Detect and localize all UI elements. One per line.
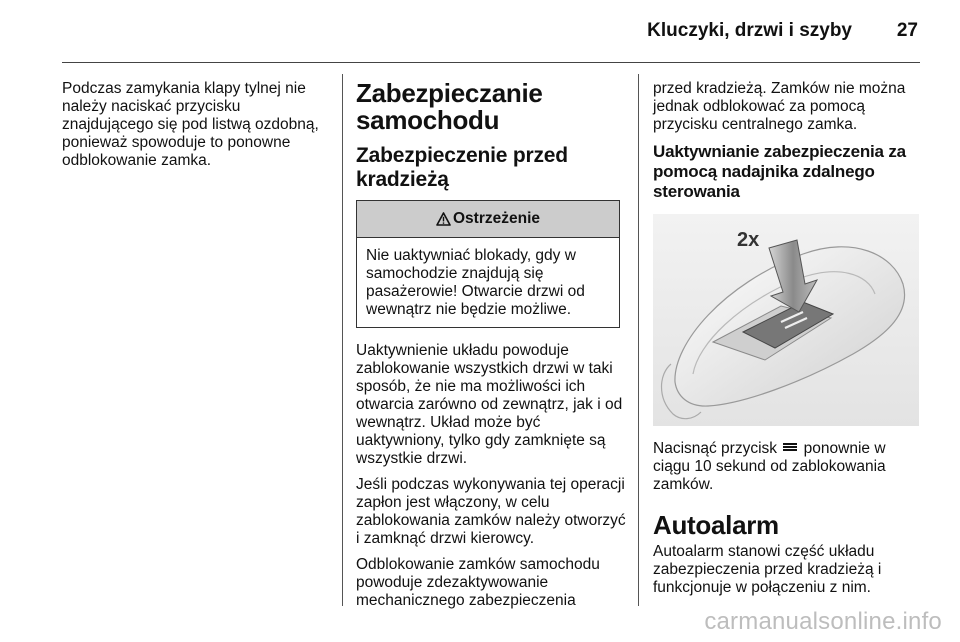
column-1 (62, 80, 330, 178)
paragraph-autoalarm: Autoalarm stanowi część układu zabezpieczenia przed kradzieżą i funkcjonuje w połączeniu z nim. (653, 543, 882, 596)
column-3 (653, 80, 921, 605)
header-rule (62, 62, 920, 63)
paragraph-tailgate-note: Podczas zamykania klapy tylnej nie należy naciskać przycisku znajdującego się pod listwą ozdobną, ponieważ spowoduje to ponowne odblokowanie zamka. (62, 80, 319, 169)
warning-text: Nie uaktywniać blokady, gdy w samochodzie znajdują się pasażerowie! Otwarcie drzwi od wewnątrz nie będzie możliwe. (366, 247, 585, 318)
warning-triangle-icon (436, 212, 451, 226)
paragraph-continuation: przed kradzieżą. Zamków nie można jednak odblokować za pomocą przycisku centralnego zamka. (653, 80, 906, 133)
press-instruction-end: ponownie w ciągu 10 sekund od zablokowania zamków. (653, 440, 886, 493)
paragraph-activation: Uaktywnienie układu powoduje zablokowanie wszystkich drzwi w taki sposób, że nie ma możliwości ich otwarcia zarówno od zewnątrz, jak i od wewnątrz. Układ może być uaktywniony, tylko gdy zamknięte są wszystkie drzwi. (356, 342, 623, 467)
press-count-label: 2x (737, 229, 760, 251)
section-heading: Zabezpieczanie samochodu (356, 78, 543, 135)
lock-button-icon (783, 443, 797, 451)
watermark: carmanualsonline.info (704, 608, 942, 635)
paragraph-unlock: Odblokowanie zamków samochodu powoduje zdezaktywowanie mechanicznego zabezpieczenia (356, 556, 600, 609)
subsection-heading: Zabezpieczenie przed kradzieżą (356, 144, 568, 191)
column-divider-1 (342, 74, 343, 606)
remote-key-illustration (653, 214, 919, 426)
page-number: 27 (896, 20, 918, 41)
paragraph-press-again (653, 440, 921, 494)
column-divider-2 (638, 74, 639, 606)
section-title: Kluczyki, drzwi i szyby (647, 20, 852, 41)
paragraph-ignition: Jeśli podczas wykonywania tej operacji zapłon jest włączony, w celu zablokowania zamków należy otworzyć i zamknąć drzwi kierowcy. (356, 476, 626, 547)
autoalarm-heading: Autoalarm (653, 510, 779, 540)
warning-box (356, 200, 620, 328)
warning-title: Ostrzeżenie (452, 210, 540, 227)
remote-activation-heading: Uaktywnianie zabezpieczenia za pomocą nadajnika zdalnego sterowania (653, 142, 906, 201)
warning-header (357, 201, 619, 238)
column-2 (356, 80, 626, 618)
press-instruction-start: Nacisnąć przycisk (653, 440, 778, 457)
